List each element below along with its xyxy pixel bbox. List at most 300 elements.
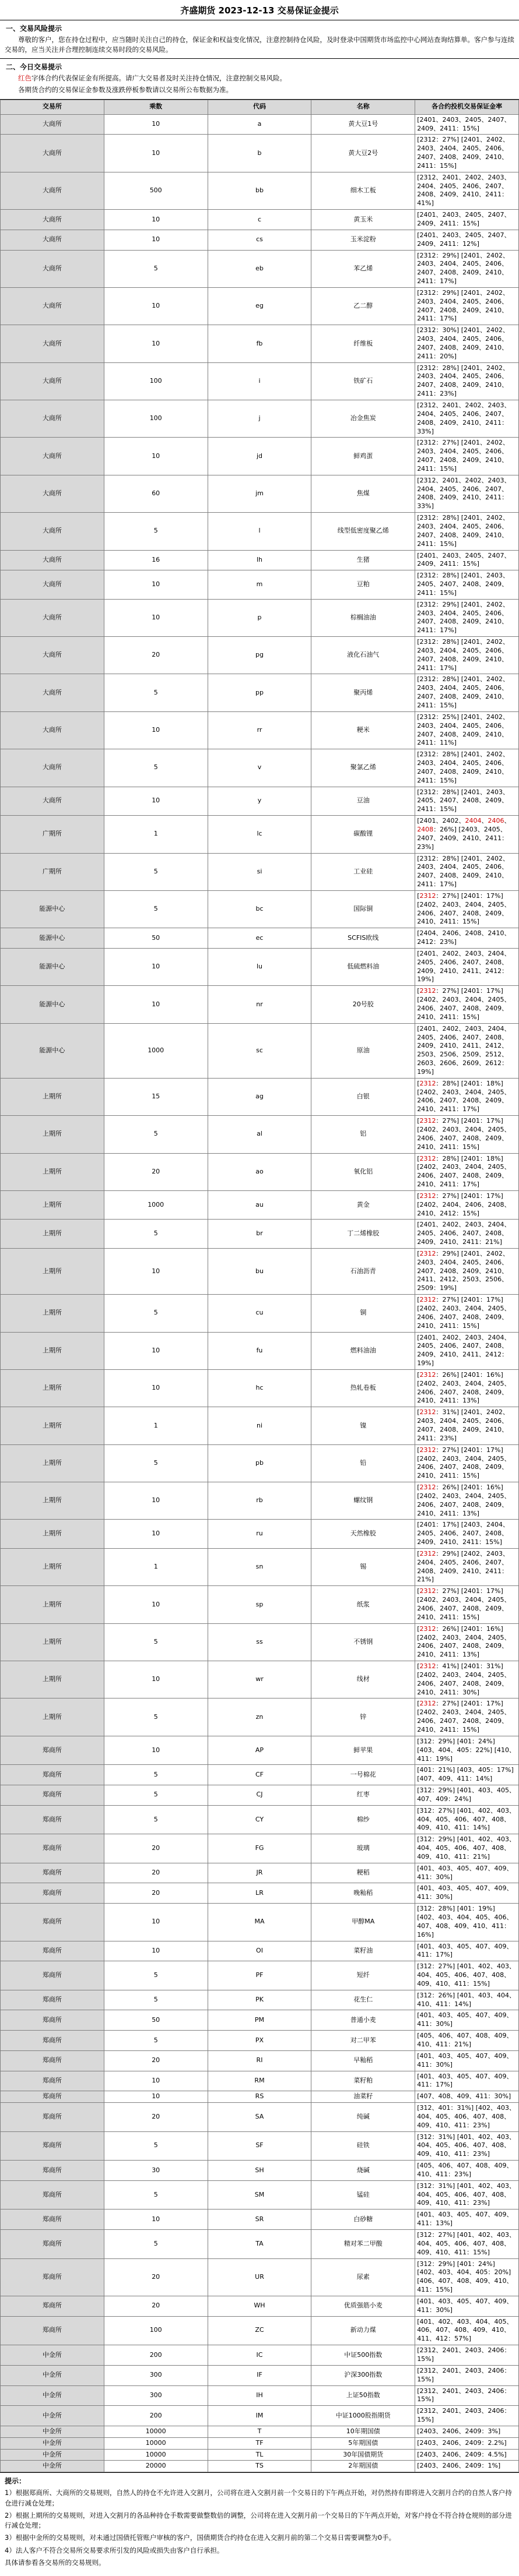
cell-rate: [2312：31%] [2401、2402、2403、2404、2405、2406、2407、2408、2409、2410、2411：23%]	[415, 1407, 519, 1444]
cell-multiplier: 10	[104, 1941, 208, 1961]
cell-exchange: 大商所	[1, 599, 104, 636]
table-row	[1, 1190, 519, 1220]
cell-exchange: 大商所	[1, 674, 104, 711]
cell-code: bc	[208, 890, 311, 928]
cell-exchange: 中金所	[1, 2449, 104, 2461]
table-row	[1, 362, 519, 400]
cell-rate: [2401、2402、2403、2404、2405、2406、2407、2408、2409、2410、2411、2412：19%]	[415, 948, 519, 985]
table-row	[1, 2385, 519, 2406]
cell-rate: [2312：26%] [2401：16%] [2402、2403、2404、2405、2406、2407、2408、2409、2410、2411：13%]	[415, 1369, 519, 1407]
cell-exchange: 中金所	[1, 2385, 104, 2406]
cell-rate: [2401、2403、2405、2407、2409、2411：12%]	[415, 230, 519, 250]
cell-rate: [2312：29%] [2401、2402、2403、2404、2405、2406、2407、2408、2409、2410、2411、2412、2503、2506、2509：19%]	[415, 1248, 519, 1294]
cell-rate: [2312：25%] [2401、2402、2403、2404、2405、2406、2407、2408、2409、2410、2411：11%]	[415, 711, 519, 749]
page-title: 齐盛期货 2023-12-13 交易保证金提示	[0, 0, 519, 20]
cell-code: v	[208, 749, 311, 787]
cell-multiplier: 20	[104, 1863, 208, 1883]
cell-multiplier: 1000	[104, 1023, 208, 1078]
cell-code: IM	[208, 2406, 311, 2426]
cell-rate: [312、401：31%] [402、403、404、405、406、407、408、409、410、411：23%]	[415, 2103, 519, 2132]
cell-rate: [401、403、405、407、409、411：13%]	[415, 2209, 519, 2230]
cell-rate: [401、403、405、407、409、411：30%]	[415, 2050, 519, 2071]
cell-rate: [2312：29%] [2401、2402、2403、2404、2405、2406、2407、2408、2409、2410、2411：17%]	[415, 250, 519, 287]
footer-note: 2）根据上期所的交易规则，对进入交割月的各品种持仓手数需要做整数倍的调整，公司将在进入交割月前一个交易日的下午两点开始，对客户持仓不符合持仓规则的部分进行减仓处理；	[5, 2511, 512, 2529]
cell-name: 粳稻	[311, 1863, 415, 1883]
cell-name: 晚籼稻	[311, 1883, 415, 1904]
cell-exchange: 大商所	[1, 637, 104, 674]
cell-name: 氧化铝	[311, 1153, 415, 1190]
cell-exchange: 大商所	[1, 172, 104, 209]
cell-code: JR	[208, 1863, 311, 1883]
cell-code: b	[208, 135, 311, 172]
cell-exchange: 上期所	[1, 1190, 104, 1220]
cell-rate: [2312：28%] [2401、2402、2403、2404、2405、2406、2407、2408、2409、2410、2411：17%]	[415, 853, 519, 890]
cell-code: ss	[208, 1623, 311, 1661]
cell-name: 细木工板	[311, 172, 415, 209]
table-row	[1, 2461, 519, 2472]
table-row	[1, 1661, 519, 1698]
cell-exchange: 郑商所	[1, 1863, 104, 1883]
table-row	[1, 787, 519, 816]
table-row	[1, 230, 519, 250]
table-row	[1, 2426, 519, 2437]
table-row	[1, 1548, 519, 1585]
cell-code: TS	[208, 2461, 311, 2472]
cell-multiplier: 10	[104, 2091, 208, 2103]
cell-code: TA	[208, 2230, 311, 2259]
table-row	[1, 172, 519, 209]
cell-multiplier: 10000	[104, 2437, 208, 2449]
table-row	[1, 1520, 519, 1549]
cell-multiplier: 5	[104, 2031, 208, 2051]
table-row	[1, 2258, 519, 2296]
cell-rate: [2404、2406、2408、2410、2412：23%]	[415, 928, 519, 949]
cell-name: 鲜鸡蛋	[311, 438, 415, 475]
cell-code: rr	[208, 711, 311, 749]
cell-rate: [2403、2406、2409：3%]	[415, 2426, 519, 2437]
cell-code: AP	[208, 1736, 311, 1765]
table-row	[1, 2071, 519, 2091]
cell-exchange: 中金所	[1, 2406, 104, 2426]
cell-name: 菜籽粕	[311, 2071, 415, 2091]
cell-multiplier: 10	[104, 1661, 208, 1698]
cell-multiplier: 5	[104, 749, 208, 787]
footer-note: 具体请参看各交易所的交易规则。	[5, 2558, 106, 2567]
table-row	[1, 2161, 519, 2181]
table-row	[1, 475, 519, 512]
cell-name: 精对苯二甲酸	[311, 2230, 415, 2259]
cell-rate: [2312：27%] [2401：17%] [2402、2403、2404、2405、2406、2407、2408、2409、2410、2411：15%]	[415, 1586, 519, 1623]
cell-rate: [312：29%] [401：24%] [402、403、404、405：20%] [406、407、408、409、410、411：15%]	[415, 2258, 519, 2296]
cell-exchange: 大商所	[1, 250, 104, 287]
cell-multiplier: 5	[104, 853, 208, 890]
cell-multiplier: 5	[104, 2230, 208, 2259]
cell-exchange: 大商所	[1, 230, 104, 250]
cell-code: pb	[208, 1444, 311, 1482]
red-label: 红色	[18, 74, 31, 83]
cell-rate: [2401、2403、2405、2407、2409、2411：15%]	[415, 114, 519, 135]
cell-code: ec	[208, 928, 311, 949]
cell-multiplier: 200	[104, 2406, 208, 2426]
cell-name: 烧碱	[311, 2161, 415, 2181]
cell-multiplier: 200	[104, 2345, 208, 2366]
cell-exchange: 上期所	[1, 1661, 104, 1698]
cell-code: bu	[208, 1248, 311, 1294]
cell-name: 锌	[311, 1698, 415, 1736]
cell-exchange: 郑商所	[1, 2209, 104, 2230]
cell-name: 工业硅	[311, 853, 415, 890]
footer-heading: 提示：	[5, 2477, 26, 2486]
cell-rate: [2312：29%] [2402、2403、2404、2405、2406、2407、2408、2409、2410、2411：21%]	[415, 1548, 519, 1585]
cell-multiplier: 10	[104, 948, 208, 985]
cell-name: 油菜籽	[311, 2091, 415, 2103]
cell-exchange: 郑商所	[1, 2071, 104, 2091]
cell-multiplier: 5	[104, 1765, 208, 1785]
cell-code: SH	[208, 2161, 311, 2181]
table-row	[1, 1295, 519, 1332]
cell-name: 铅	[311, 1444, 415, 1482]
cell-code: SF	[208, 2131, 311, 2161]
cell-rate: [312：29%] [401：24%] [403、404、405：22%] [410、411：19%]	[415, 1736, 519, 1765]
cell-name: 甲醇MA	[311, 1904, 415, 1941]
cell-name: 低硫燃料油	[311, 948, 415, 985]
cell-multiplier: 10	[104, 1520, 208, 1549]
cell-exchange: 郑商所	[1, 2230, 104, 2259]
table-row	[1, 1805, 519, 1834]
cell-multiplier: 1000	[104, 1190, 208, 1220]
cell-code: j	[208, 400, 311, 438]
cell-multiplier: 10000	[104, 2426, 208, 2437]
cell-name: 乙二醇	[311, 287, 415, 325]
cell-rate: [312：29%] [401、402、403、404、405、406、407、408、409、410、411：21%]	[415, 1834, 519, 1863]
cell-exchange: 上期所	[1, 1444, 104, 1482]
cell-multiplier: 10	[104, 2209, 208, 2230]
cell-name: 镍	[311, 1407, 415, 1444]
cell-name: 黄大豆2号	[311, 135, 415, 172]
margin-rate-table	[0, 100, 519, 2473]
cell-exchange: 大商所	[1, 749, 104, 787]
table-row	[1, 711, 519, 749]
cell-code: hc	[208, 1369, 311, 1407]
cell-rate: [2312：26%] [2401：16%] [2402、2403、2404、2405、2406、2407、2408、2409、2410、2411：13%]	[415, 1482, 519, 1520]
cell-multiplier: 10	[104, 114, 208, 135]
cell-rate: [2312：28%] [2401、2402、2403、2404、2405、2406、2407、2408、2409、2410、2411：23%]	[415, 362, 519, 400]
cell-name: 铁矿石	[311, 362, 415, 400]
cell-name: 线材	[311, 1661, 415, 1698]
cell-multiplier: 1	[104, 1407, 208, 1444]
cell-multiplier: 20	[104, 2258, 208, 2296]
cell-name: 铜	[311, 1295, 415, 1332]
cell-name: 豆油	[311, 787, 415, 816]
cell-code: bb	[208, 172, 311, 209]
cell-code: CJ	[208, 1785, 311, 1806]
cell-rate: [2312、2401、2402、2403、2404、2405、2406、2407、2408、2409、2410、2411：41%]	[415, 172, 519, 209]
cell-code: pg	[208, 637, 311, 674]
cell-exchange: 能源中心	[1, 986, 104, 1023]
cell-name: 螺纹钢	[311, 1482, 415, 1520]
cell-multiplier: 10	[104, 1736, 208, 1765]
cell-name: 黄玉米	[311, 210, 415, 230]
cell-code: si	[208, 853, 311, 890]
cell-name: 沪深300指数	[311, 2365, 415, 2385]
table-row	[1, 1698, 519, 1736]
cell-multiplier: 10	[104, 230, 208, 250]
cell-multiplier: 1	[104, 1548, 208, 1585]
cell-name: 鲜苹果	[311, 1736, 415, 1765]
col-exchange: 交易所	[1, 100, 104, 114]
cell-code: i	[208, 362, 311, 400]
cell-exchange: 郑商所	[1, 2131, 104, 2161]
cell-exchange: 郑商所	[1, 2091, 104, 2103]
cell-exchange: 上期所	[1, 1220, 104, 1249]
table-row	[1, 928, 519, 949]
cell-exchange: 大商所	[1, 438, 104, 475]
cell-multiplier: 10	[104, 1482, 208, 1520]
table-row	[1, 986, 519, 1023]
cell-exchange: 郑商所	[1, 1834, 104, 1863]
table-row	[1, 2406, 519, 2426]
table-row	[1, 1990, 519, 2010]
cell-exchange: 大商所	[1, 362, 104, 400]
cell-rate: [2312：28%] [2401、2403、2405、2407、2408、2409、2411：15%]	[415, 570, 519, 600]
cell-code: sp	[208, 1586, 311, 1623]
cell-rate: [2401、2402、2403、2404、2405、2406、2407、2408、2409、2410、2411、2412、2503、2506、2509、2512、2603、2606、2609、2612：19%]	[415, 1023, 519, 1078]
cell-exchange: 大商所	[1, 287, 104, 325]
cell-code: RI	[208, 2050, 311, 2071]
table-row	[1, 400, 519, 438]
table-row	[1, 1785, 519, 1806]
cell-exchange: 郑商所	[1, 2010, 104, 2031]
cell-code: OI	[208, 1941, 311, 1961]
cell-rate: [401、403、405、407、409、411：30%]	[415, 2010, 519, 2031]
cell-name: 棕榈油油	[311, 599, 415, 636]
cell-rate: [2312：28%] [2401、2402、2403、2404、2405、2406、2407、2408、2409、2410、2411：15%]	[415, 749, 519, 787]
col-multiplier: 乘数	[104, 100, 208, 114]
cell-rate: [401、403、405、407、409、411：30%]	[415, 1863, 519, 1883]
cell-exchange: 能源中心	[1, 948, 104, 985]
cell-multiplier: 10	[104, 325, 208, 362]
cell-rate: [2401、2402、2403、2404、2405、2406、2407、2408、2409、2410、2411：21%]	[415, 1220, 519, 1249]
cell-rate: [312：27%] [401、402、403、404、405、406、407、408、409、410、411：14%]	[415, 1805, 519, 1834]
cell-exchange: 能源中心	[1, 928, 104, 949]
cell-code: a	[208, 114, 311, 135]
today-notice-heading: 二、今日交易提示	[6, 63, 62, 72]
cell-exchange: 大商所	[1, 787, 104, 816]
cell-rate: [2312、2401、2402、2403、2404、2405、2406、2407、2408、2409、2410、2411：33%]	[415, 400, 519, 438]
cell-rate: [401、402、403、404、405、406、407、408、409、410、411、412：57%]	[415, 2316, 519, 2345]
cell-exchange: 郑商所	[1, 2031, 104, 2051]
cell-multiplier: 10	[104, 787, 208, 816]
today-notice-text-1	[5, 73, 514, 83]
today-notice-rest: 字体合约代表保证金有所提高。请广大交易者及时关注持仓情况，注意控制交易风险。	[31, 74, 286, 83]
cell-multiplier: 10	[104, 1369, 208, 1407]
cell-name: 聚氯乙烯	[311, 749, 415, 787]
cell-code: SM	[208, 2180, 311, 2209]
cell-code: pp	[208, 674, 311, 711]
table-row	[1, 1444, 519, 1482]
cell-code: p	[208, 599, 311, 636]
today-notice-text-2: 各期货合约的交易保证金参数及涨跌停板参数请以交易所公布数据为准。	[18, 86, 233, 94]
cell-multiplier: 5	[104, 2131, 208, 2161]
table-row	[1, 1961, 519, 1990]
table-row	[1, 637, 519, 674]
cell-rate: [2403、2406、2409：4.5%]	[415, 2449, 519, 2461]
cell-exchange: 郑商所	[1, 2258, 104, 2296]
cell-code: PM	[208, 2010, 311, 2031]
cell-exchange: 上期所	[1, 1153, 104, 1190]
cell-multiplier: 300	[104, 2365, 208, 2385]
cell-multiplier: 30	[104, 2161, 208, 2181]
table-row	[1, 2316, 519, 2345]
cell-rate: [2312：28%] [2401、2402、2403、2404、2405、2406、2407、2408、2409、2410、2411：15%]	[415, 513, 519, 550]
cell-name: 丁二烯橡胶	[311, 1220, 415, 1249]
cell-code: lh	[208, 550, 311, 570]
cell-rate: [312：29%] [401、403、405、407、409：24%]	[415, 1785, 519, 1806]
cell-multiplier: 5	[104, 1785, 208, 1806]
cell-multiplier: 10	[104, 1904, 208, 1941]
cell-multiplier: 10000	[104, 2449, 208, 2461]
table-row	[1, 2131, 519, 2161]
table-row	[1, 1941, 519, 1961]
cell-multiplier: 10	[104, 986, 208, 1023]
cell-name: 早籼稻	[311, 2050, 415, 2071]
cell-code: ao	[208, 1153, 311, 1190]
cell-name: 原油	[311, 1023, 415, 1078]
table-row	[1, 114, 519, 135]
cell-multiplier: 50	[104, 928, 208, 949]
cell-multiplier: 5	[104, 1990, 208, 2010]
cell-name: 玉米淀粉	[311, 230, 415, 250]
cell-rate: [2312：27%] [2401：17%] [2402、2403、2404、2405、2406、2407、2408、2409、2410、2411：15%]	[415, 1444, 519, 1482]
risk-notice-section	[0, 20, 519, 59]
cell-multiplier: 1	[104, 816, 208, 853]
table-row	[1, 1078, 519, 1115]
table-row	[1, 853, 519, 890]
cell-rate: [2312：29%] [2401、2402、2403、2404、2405、2406、2407、2408、2409、2410、2411：17%]	[415, 599, 519, 636]
cell-code: TF	[208, 2437, 311, 2449]
cell-exchange: 郑商所	[1, 2103, 104, 2132]
cell-multiplier: 10	[104, 210, 208, 230]
cell-exchange: 大商所	[1, 400, 104, 438]
cell-name: 一号棉花	[311, 1765, 415, 1785]
cell-rate: [2312：41%] [2401：31%] [2402、2403、2404、2405、2406、2407、2408、2409、2410、2411：30%]	[415, 1661, 519, 1698]
cell-multiplier: 10	[104, 438, 208, 475]
cell-code: jd	[208, 438, 311, 475]
cell-rate: [312：27%] [401、402、403、404、405、406、407、408、409、410、411：15%]	[415, 2230, 519, 2259]
cell-exchange: 大商所	[1, 114, 104, 135]
cell-name: 石油沥青	[311, 1248, 415, 1294]
cell-multiplier: 15	[104, 1078, 208, 1115]
table-row	[1, 2091, 519, 2103]
cell-rate: [312：31%] [401、402、403、404、405、406、407、408、409、410、411：23%]	[415, 2180, 519, 2209]
today-notice-section	[0, 59, 519, 99]
cell-code: IF	[208, 2365, 311, 2385]
cell-rate: [401、403、405、407、409、411：30%]	[415, 2296, 519, 2316]
table-row	[1, 570, 519, 600]
cell-exchange: 中金所	[1, 2461, 104, 2472]
cell-exchange: 郑商所	[1, 1765, 104, 1785]
cell-multiplier: 60	[104, 475, 208, 512]
cell-name: 碳酸锂	[311, 816, 415, 853]
cell-code: cu	[208, 1295, 311, 1332]
cell-rate: [2312：28%] [2401：18%] [2402、2403、2404、2405、2406、2407、2408、2409、2410、2411：17%]	[415, 1078, 519, 1115]
cell-rate: [2401、2402、2404、2406、2408：26%] [2403、2405、2407、2409、2410、2411：23%]	[415, 816, 519, 853]
table-row	[1, 1369, 519, 1407]
cell-exchange: 上期所	[1, 1698, 104, 1736]
cell-multiplier: 10	[104, 570, 208, 600]
cell-code: T	[208, 2426, 311, 2437]
cell-rate: [2312：27%] [2401：17%] [2402、2404、2406、2408、2410、2412：15%]	[415, 1190, 519, 1220]
cell-exchange: 大商所	[1, 325, 104, 362]
table-row	[1, 513, 519, 550]
cell-exchange: 中金所	[1, 2345, 104, 2366]
cell-code: PF	[208, 1961, 311, 1990]
cell-exchange: 上期所	[1, 1369, 104, 1407]
cell-code: RS	[208, 2091, 311, 2103]
table-row	[1, 1407, 519, 1444]
cell-multiplier: 100	[104, 400, 208, 438]
cell-exchange: 大商所	[1, 135, 104, 172]
table-row	[1, 2031, 519, 2051]
cell-exchange: 郑商所	[1, 2161, 104, 2181]
cell-multiplier: 10	[104, 1248, 208, 1294]
cell-multiplier: 50	[104, 2010, 208, 2031]
cell-exchange: 能源中心	[1, 890, 104, 928]
cell-multiplier: 20	[104, 1834, 208, 1863]
cell-rate: [2312：26%] [2401：16%] [2402、2403、2404、2405、2406、2407、2408、2409、2410、2411：13%]	[415, 1623, 519, 1661]
table-row	[1, 1482, 519, 1520]
cell-name: 普通小麦	[311, 2010, 415, 2031]
cell-name: 冶金焦炭	[311, 400, 415, 438]
col-name: 名称	[311, 100, 415, 114]
cell-name: 红枣	[311, 1785, 415, 1806]
cell-exchange: 郑商所	[1, 1785, 104, 1806]
cell-multiplier: 5	[104, 1116, 208, 1153]
cell-name: 燃料油油	[311, 1332, 415, 1369]
cell-code: SR	[208, 2209, 311, 2230]
cell-rate: [2312：28%] [2401、2402、2403、2404、2405、2406、2407、2408、2409、2410、2411：15%]	[415, 674, 519, 711]
cell-name: 不锈钢	[311, 1623, 415, 1661]
cell-name: 尿素	[311, 2258, 415, 2296]
cell-code: MA	[208, 1904, 311, 1941]
cell-name: 黄大豆1号	[311, 114, 415, 135]
table-row	[1, 210, 519, 230]
table-row	[1, 287, 519, 325]
cell-multiplier: 16	[104, 550, 208, 570]
cell-code: c	[208, 210, 311, 230]
cell-multiplier: 20	[104, 2296, 208, 2316]
cell-code: y	[208, 787, 311, 816]
cell-multiplier: 10	[104, 711, 208, 749]
cell-name: 上证50指数	[311, 2385, 415, 2406]
col-code: 代码	[208, 100, 311, 114]
cell-rate: [2312、2401、2403、2406：15%]	[415, 2365, 519, 2385]
cell-name: 玻璃	[311, 1834, 415, 1863]
cell-multiplier: 5	[104, 1220, 208, 1249]
cell-code: ni	[208, 1407, 311, 1444]
cell-code: IH	[208, 2385, 311, 2406]
cell-multiplier: 10	[104, 135, 208, 172]
cell-name: 中证1000股指期货	[311, 2406, 415, 2426]
cell-code: fu	[208, 1332, 311, 1369]
table-row	[1, 2345, 519, 2366]
cell-exchange: 能源中心	[1, 1023, 104, 1078]
cell-multiplier: 20	[104, 1153, 208, 1190]
table-row	[1, 749, 519, 787]
table-row	[1, 1332, 519, 1369]
cell-rate: [2312、2401、2402、2403、2404、2405、2406、2407、2408、2409、2410、2411：33%]	[415, 475, 519, 512]
cell-code: sc	[208, 1023, 311, 1078]
